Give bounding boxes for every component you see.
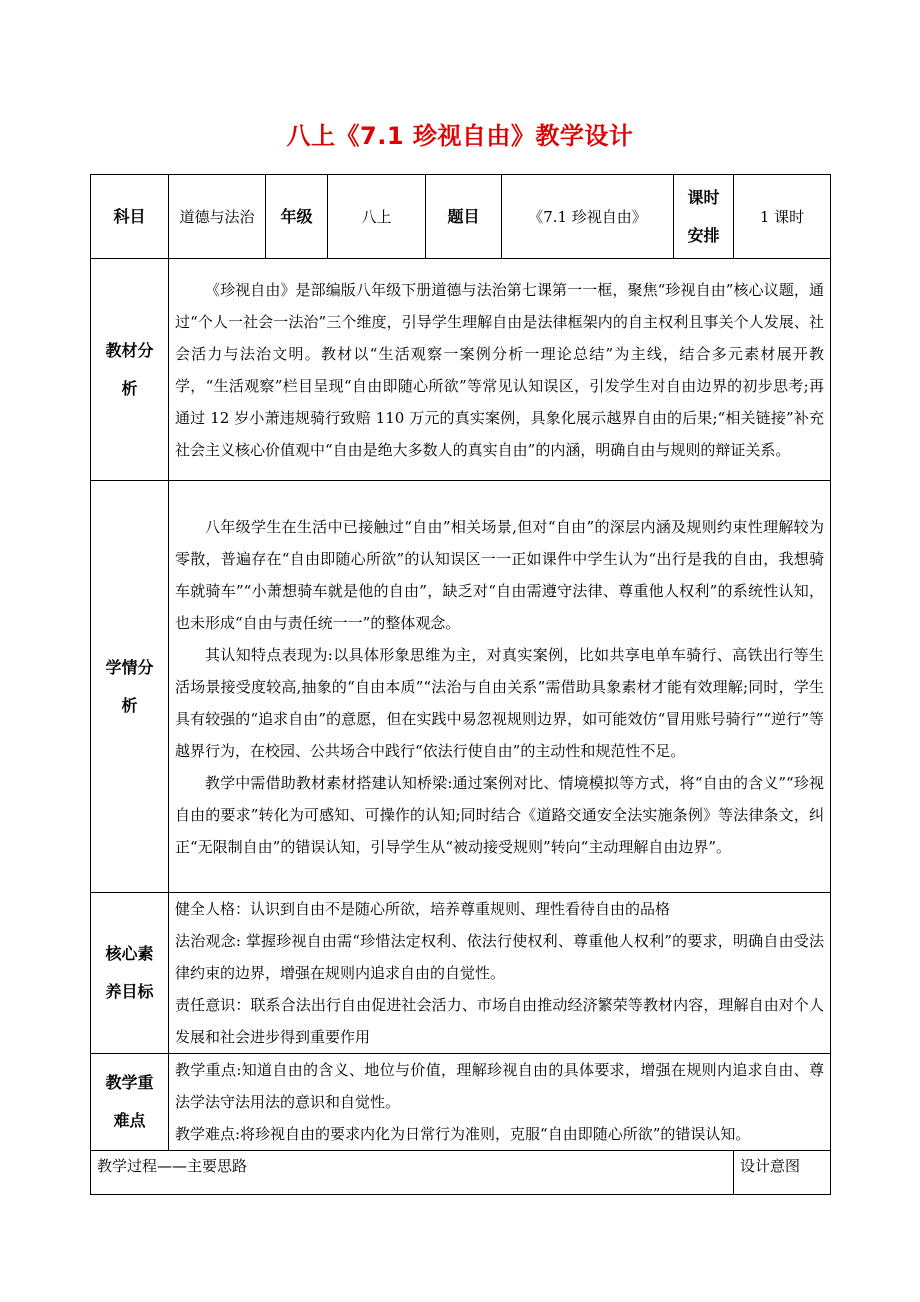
topic-label: 题目: [426, 175, 502, 259]
textbook-analysis-label-line2: 析: [121, 378, 138, 398]
core-literacy-label: [91, 893, 169, 1054]
page-title: 八上《7.1 珍视自由》教学设计: [286, 122, 634, 150]
learner-analysis-paragraph-1: 八年级学生在生活中已接触过“自由”相关场景,但对“自由”的深层内涵及规则约束性理解较为零散，普遍存在“自由即随心所欲”的认知误区一一正如课件中学生认为“出行是我的自由，我想骑车就骑车”“小萧想骑车就是他的自由”，缺乏对“自由需遵守法律、尊重他人权利”的系统性认知，也未形成“自由与责任统一一”的整体观念。: [175, 517, 824, 632]
learner-analysis-label: [91, 481, 169, 893]
core-literacy-label-line1: 核心素: [105, 944, 154, 963]
core-literacy-line-2: 法治观念: 掌握珍视自由需“珍惜法定权利、依法行使权利、尊重他人权利”的要求，明确自由受法律约束的边界，增强在规则内追求自由的自觉性。: [175, 932, 824, 982]
learner-analysis-label-line1: 学情分: [105, 657, 154, 677]
key-points-content: [169, 1054, 831, 1151]
process-row: [91, 1151, 831, 1195]
learner-analysis-label-line2: 析: [121, 695, 138, 715]
textbook-analysis-content: [169, 259, 831, 481]
textbook-analysis-paragraph: 《珍视自由》是部编版八年级下册道德与法治第七课第一一框，聚焦“珍视自由”核心议题，通过“个人一社会一法治”三个维度，引导学生理解自由是法律框架内的自主权利且事关个人发展、社会活力与法治文明。教材以“生活观察一案例分析一理论总结”为主线，结合多元素材展开教学，“生活观察”栏目呈现“自由即随心所欲”等常见认知误区，引发学生对自由边界的初步思考;再通过 12 岁小萧违规骑行致赔 110 万元的真实案例，具象化展示越界自由的后果;“相关链接”补充社会主义核心价值观中“自由是绝大多数人的真实自由”的内涵，明确自由与规则的辩证关系。: [175, 280, 824, 459]
subject-value: 道德与法治: [169, 175, 266, 259]
key-points-line-2: 教学难点:将珍视自由的要求内化为日常行为准则，克服“自由即随心所欲”的错误认知。: [175, 1125, 751, 1143]
key-points-line-1: 教学重点:知道自由的含义、地位与价值，理解珍视自由的具体要求，增强在规则内追求自由、尊法学法守法用法的意识和自觉性。: [175, 1061, 824, 1111]
core-literacy-line-1: 健全人格：认识到自由不是随心所欲，培养尊重规则、理性看待自由的品格: [175, 900, 671, 918]
process-heading: 教学过程——主要思路: [91, 1151, 734, 1195]
core-literacy-line-3: 责任意识：联系合法出行自由促进社会活力、市场自由推动经济繁荣等教材内容，理解自由对个人发展和社会进步得到重要作用: [175, 996, 824, 1046]
hours-label-line1: 课时: [687, 187, 720, 207]
topic-value: 《7.1 珍视自由》: [502, 175, 674, 259]
hours-label: [674, 175, 734, 259]
learner-analysis-paragraph-3: 教学中需借助教材素材搭建认知桥梁:通过案例对比、情境模拟等方式，将“自由的含义”“珍视自由的要求”转化为可感知、可操作的认知;同时结合《道路交通安全法实施条例》等法律条文，纠正“无限制自由”的错误认知，引导学生从“被动接受规则”转向“主动理解自由边界”。: [175, 773, 824, 856]
textbook-analysis-row: [91, 259, 831, 481]
key-points-row: [91, 1054, 831, 1151]
header-row: [91, 175, 831, 259]
hours-value: 1 课时: [734, 175, 831, 259]
learner-analysis-content: [169, 481, 831, 893]
textbook-analysis-label: [91, 259, 169, 481]
core-literacy-row: [91, 893, 831, 1054]
textbook-analysis-label-line1: 教材分: [105, 340, 154, 360]
core-literacy-label-line2: 养目标: [105, 982, 154, 1001]
subject-label: 科目: [91, 175, 169, 259]
learner-analysis-row: [91, 481, 831, 893]
key-points-label-line1: 教学重: [105, 1073, 154, 1092]
core-literacy-content: [169, 893, 831, 1054]
key-points-label-line2: 难点: [113, 1111, 146, 1130]
grade-label: 年级: [266, 175, 328, 259]
learner-analysis-paragraph-2: 其认知特点表现为:以具体形象思维为主，对真实案例，比如共享电单车骑行、高铁出行等生活场景接受度较高,抽象的“自由本质”“法治与自由关系”需借助具象素材才能有效理解;同时，学生具有较强的“追求自由”的意愿，但在实践中易忽视规则边界，如可能效仿“冒用账号骑行”“逆行”等越界行为，在校园、公共场合中践行“依法行使自由”的主动性和规范性不足。: [175, 645, 824, 760]
lesson-plan-table: [90, 174, 831, 1195]
design-intent-heading: 设计意图: [734, 1151, 831, 1195]
grade-value: 八上: [328, 175, 426, 259]
key-points-label: [91, 1054, 169, 1151]
hours-label-line2: 安排: [687, 225, 720, 245]
